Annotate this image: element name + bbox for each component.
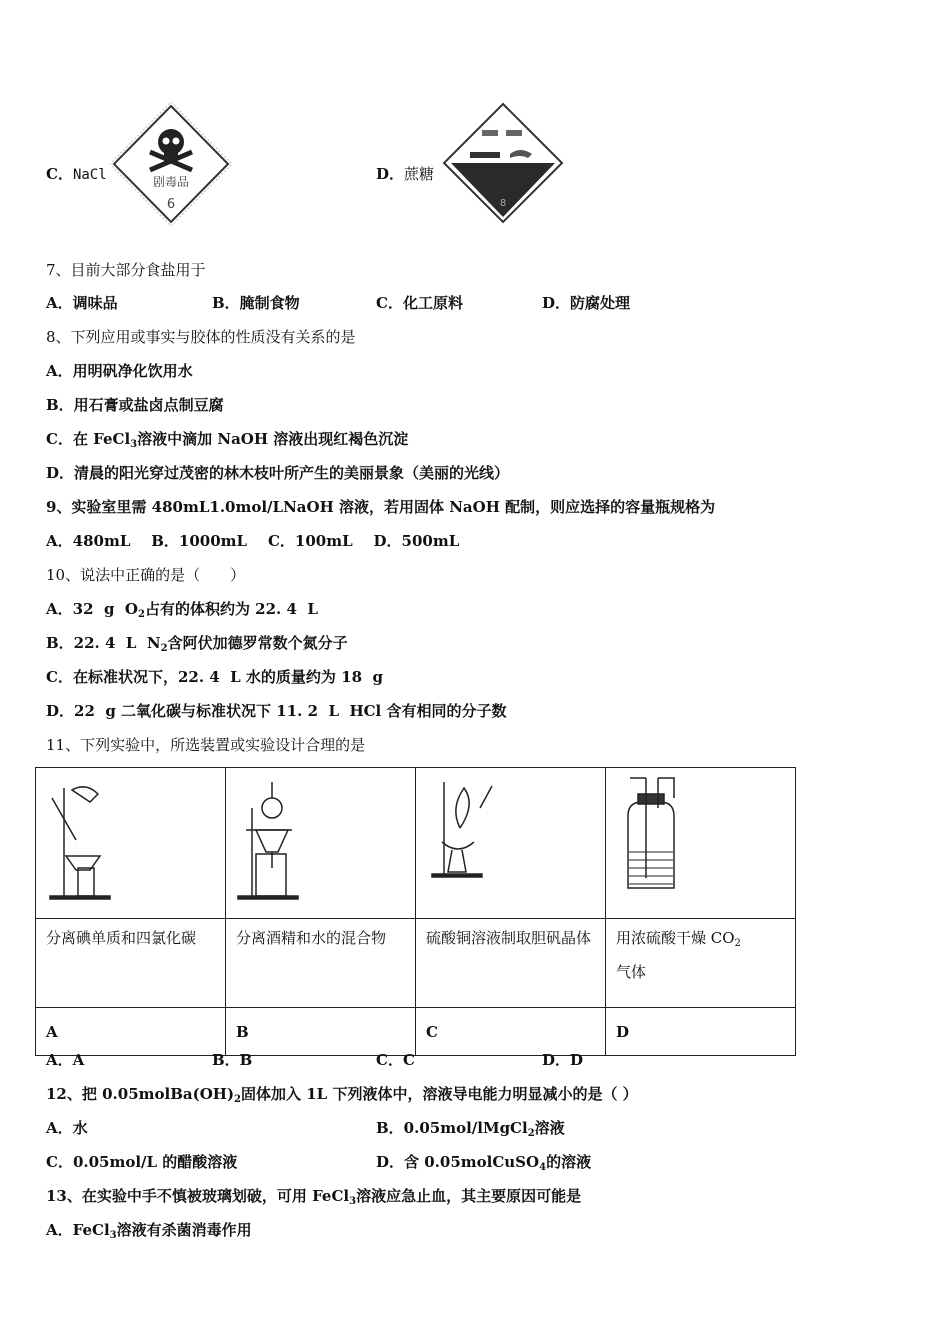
q10-option-c: C．在标准状况下，22. 4 L 水的质量约为 18 g [46, 668, 383, 686]
filtration-apparatus-icon [36, 768, 205, 914]
text: 占有的体积约为 22. 4 L [144, 600, 318, 618]
text: 气体 [616, 963, 647, 981]
description-cell-c: 硫酸铜溶液制取胆矾晶体 [416, 919, 606, 1008]
q10-stem: 10、说法中正确的是（ ） [46, 566, 246, 584]
text: C．在 FeCl [46, 430, 131, 448]
subscript: 2 [137, 609, 145, 620]
text: 12、把 0.05molBa(OH) [46, 1085, 235, 1103]
text: 溶液有杀菌消毒作用 [116, 1221, 252, 1239]
q12-option-b [376, 1118, 565, 1138]
text: A．32 g O [46, 600, 138, 618]
text: 13、在实验中手不慎被玻璃划破，可用 FeCl [46, 1187, 350, 1205]
option-label: C． [46, 165, 73, 183]
q6-option-d [376, 164, 434, 184]
corrosive-hazard-sign-icon [442, 102, 564, 224]
subscript: 2 [734, 938, 741, 949]
option-text: NaCl [72, 167, 107, 183]
apparatus-cell-c [416, 768, 606, 919]
q13-stem [46, 1186, 581, 1206]
q11-option-a: A．A [46, 1051, 85, 1069]
text: 用浓硫酸干燥 CO [616, 929, 735, 947]
description-cell-b: 分离酒精和水的混合物 [226, 919, 416, 1008]
q11-option-c: C．C [376, 1051, 415, 1069]
subscript: 3 [130, 439, 138, 450]
q11-apparatus-table [35, 767, 796, 1056]
sign-class-number: 6 [166, 197, 176, 212]
q7-option-b: B．腌制食物 [212, 294, 300, 312]
q11-stem: 11、下列实验中，所选装置或实验设计合理的是 [46, 736, 366, 754]
description-cell-d [606, 919, 796, 1008]
subscript: 4 [539, 1162, 547, 1173]
text: A．FeCl [46, 1221, 110, 1239]
letter-cell-a: A [36, 1008, 226, 1056]
apparatus-cell-b [226, 768, 416, 919]
q7-option-d: D．防腐处理 [542, 294, 631, 312]
subscript: 3 [349, 1196, 357, 1207]
q12-option-a: A．水 [46, 1119, 88, 1137]
text: 溶液 [534, 1119, 565, 1137]
q12-option-d [376, 1152, 591, 1172]
q10-option-a [46, 599, 318, 619]
text: B．22. 4 L N [46, 634, 161, 652]
gas-washing-bottle-icon [606, 768, 775, 914]
sign-class-number: 8 [499, 198, 507, 209]
text: D．含 0.05molCuSO [376, 1153, 540, 1171]
subscript: 2 [234, 1094, 242, 1105]
q10-option-b [46, 633, 348, 653]
toxic-hazard-sign-icon [110, 102, 232, 226]
q8-option-b: B．用石膏或盐卤点制豆腐 [46, 396, 224, 414]
letter-cell-b: B [226, 1008, 416, 1056]
subscript: 2 [160, 643, 168, 654]
q7-option-a: A．调味品 [46, 294, 118, 312]
q8-option-d: D．清晨的阳光穿过茂密的林木枝叶所产生的美丽景象（美丽的光线） [46, 464, 510, 482]
option-text: 蔗糖 [404, 165, 435, 183]
q12-option-c: C．0.05mol/L 的醋酸溶液 [46, 1153, 238, 1171]
q13-option-a [46, 1220, 252, 1240]
separatory-funnel-icon [226, 768, 395, 914]
q8-stem: 8、下列应用或事实与胶体的性质没有关系的是 [46, 328, 356, 346]
q7-stem: 7、目前大部分食盐用于 [46, 261, 206, 279]
apparatus-cell-a [36, 768, 226, 919]
text: 溶液应急止血，其主要原因可能是 [356, 1187, 582, 1205]
q10-option-d: D．22 g 二氧化碳与标准状况下 11. 2 L HCl 含有相同的分子数 [46, 702, 507, 720]
q11-option-b: B．B [212, 1051, 253, 1069]
q7-option-c: C．化工原料 [376, 294, 463, 312]
text: 含阿伏加德罗常数个氮分子 [167, 634, 348, 652]
letter-cell-d: D [606, 1008, 796, 1056]
subscript: 3 [109, 1230, 117, 1241]
q9-stem: 9、实验室里需 480mL1.0mol/LNaOH 溶液，若用固体 NaOH 配制，则应选择的容量瓶规格为 [46, 498, 716, 516]
apparatus-cell-d [606, 768, 796, 919]
text: B．0.05mol/lMgCl [376, 1119, 528, 1137]
q8-option-c [46, 429, 408, 449]
q6-option-c [46, 164, 107, 185]
option-label: D． [376, 165, 405, 183]
sign-label: 剧毒品 [152, 175, 190, 189]
text: 的溶液 [546, 1153, 592, 1171]
text: 固体加入 1L 下列液体中，溶液导电能力明显减小的是（ ） [241, 1085, 638, 1103]
description-cell-a: 分离碘单质和四氯化碳 [36, 919, 226, 1008]
text: 溶液中滴加 NaOH 溶液出现红褐色沉淀 [137, 430, 409, 448]
letter-cell-c: C [416, 1008, 606, 1056]
subscript: 2 [527, 1128, 535, 1139]
q11-option-d: D．D [542, 1051, 584, 1069]
evaporation-apparatus-icon [416, 768, 585, 914]
q9-options: A．480mL B．1000mL C．100mL D．500mL [46, 532, 460, 550]
q8-option-a: A．用明矾净化饮用水 [46, 362, 193, 380]
q12-stem [46, 1084, 638, 1104]
